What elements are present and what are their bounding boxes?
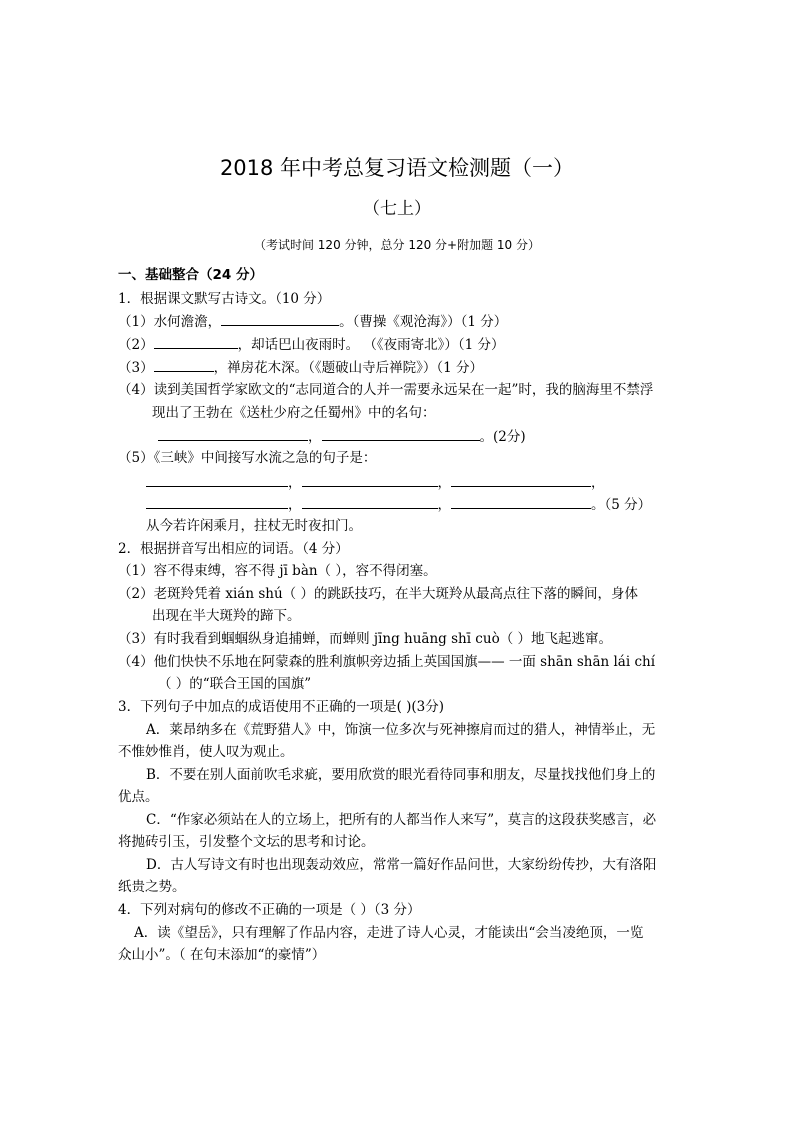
q3-option-a-line-1: A．莱昂纳多在《荒野猎人》中，饰演一位多次与死神擦肩而过的猎人，神情举止，无 bbox=[146, 722, 656, 738]
q3-option-b-line-2: 优点。 bbox=[118, 789, 159, 805]
q1-item-2-blank[interactable] bbox=[154, 334, 238, 349]
q1-item-4-end: 。(2分) bbox=[479, 429, 526, 445]
q2-stem: 2．根据拼音写出相应的词语。（4 分） bbox=[118, 541, 349, 557]
q1-item-3-text-b: ，禅房花木深。（《题破山寺后禅院》）（1 分） bbox=[213, 360, 483, 376]
q1-item-5-comma-2: ， bbox=[437, 475, 451, 491]
q2-item-4-line-1: （4）他们快快不乐地在阿蒙森的胜利旗帜旁边插上英国国旗—— 一面 shān shān lái chí bbox=[118, 654, 656, 670]
q3-option-a-line-2: 不惟妙惟肖，使人叹为观止。 bbox=[118, 744, 294, 760]
q1-item-5-blank-5[interactable] bbox=[302, 494, 438, 509]
q1-item-3 bbox=[118, 357, 483, 378]
q3-option-c-line-1: C．“作家必须站在人的立场上，把所有的人都当作人来写”，莫言的这段获奖感言，必 bbox=[146, 812, 657, 828]
q1-item-3-text-a: （3） bbox=[118, 360, 154, 376]
q1-item-2 bbox=[118, 334, 505, 355]
q3-option-b-line-1: B．不要在别人面前吹毛求疵，要用欣赏的眼光看待同事和朋友，尽量找找他们身上的 bbox=[146, 767, 656, 783]
q1-item-5-blank-2[interactable] bbox=[302, 472, 438, 487]
q1-item-2-text-b: ，却话巴山夜雨时。 （《夜雨寄北》）（1 分） bbox=[237, 337, 505, 353]
q1-item-5-blank-4[interactable] bbox=[146, 494, 288, 509]
q1-item-5-blank-1[interactable] bbox=[146, 472, 288, 487]
q2-item-3: （3）有时我看到蝈蝈纵身追捕蝉，而蝉则 jīng huāng shī cuò（ ）地飞起逃窜。 bbox=[118, 631, 612, 647]
q3-option-d-line-2: 纸贵之势。 bbox=[118, 879, 186, 895]
q1-item-5-blank-6[interactable] bbox=[451, 494, 591, 509]
q4-option-a-line-2: 众山小”。（ 在句末添加“的豪情”） bbox=[118, 947, 326, 963]
q1-item-4-line-1: （4）读到美国哲学家欧文的“志同道合的人并一需要永远呆在一起”时，我的脑海里不禁浮 bbox=[118, 382, 654, 398]
q1-item-1-blank[interactable] bbox=[221, 311, 339, 326]
q2-item-1: （1）容不得束缚，容不得 jī bàn（ ），容不得闭塞。 bbox=[118, 563, 437, 579]
q1-item-1-text-b: 。（曹操《观沧海》）（1 分） bbox=[339, 314, 508, 330]
q1-item-5-comma-1: ， bbox=[288, 475, 302, 491]
q1-item-1-text-a: （1）水何澹澹， bbox=[118, 314, 222, 330]
q4-option-a-line-1: A．读《望岳》，只有理解了作品内容，走进了诗人心灵，才能读出“会当凌绝顶，一览 bbox=[134, 925, 644, 941]
exam-note: （考试时间 120 分钟，总分 120 分+附加题 10 分） bbox=[253, 238, 541, 252]
q1-item-5-line-3 bbox=[146, 494, 651, 515]
page-subtitle: （七上） bbox=[363, 199, 431, 219]
q1-item-4-line-3 bbox=[158, 426, 526, 447]
q1-item-5-comma-4: ， bbox=[288, 497, 302, 513]
q1-item-5-comma-5: ， bbox=[437, 497, 451, 513]
q1-item-4-comma: ， bbox=[308, 429, 322, 445]
q1-item-4-line-2: 现出了王勃在《送杜少府之任蜀州》中的名句： bbox=[152, 405, 436, 421]
q1-item-3-blank[interactable] bbox=[154, 357, 214, 372]
section-heading: 一、基础整合（24 分） bbox=[118, 267, 263, 283]
q1-item-4-blank-1[interactable] bbox=[158, 426, 308, 441]
q1-item-5-line-4: 从今若许闲乘月，拄杖无时夜扣门。 bbox=[146, 518, 362, 534]
q4-stem: 4．下列对病句的修改不正确的一项是（ ）（3 分） bbox=[118, 902, 421, 918]
q1-item-5-blank-3[interactable] bbox=[451, 472, 591, 487]
q1-item-5-line-2 bbox=[146, 472, 605, 493]
q2-item-2-line-1: （2）老斑羚凭着 xián shú（ ）的跳跃技巧，在半大斑羚从最高点往下落的瞬间，身体 bbox=[118, 586, 638, 602]
q1-item-4-blank-2[interactable] bbox=[322, 426, 480, 441]
q3-option-c-line-2: 将抛砖引玉，引发整个文坛的思考和讨论。 bbox=[118, 834, 375, 850]
q1-item-1 bbox=[118, 311, 507, 332]
q3-option-d-line-1: D．古人写诗文有时也出现轰动效应，常常一篇好作品问世，大家纷纷传抄，大有洛阳 bbox=[146, 857, 657, 873]
q1-item-2-text-a: （2） bbox=[118, 337, 154, 353]
q1-item-5-end: 。（5 分） bbox=[591, 497, 652, 513]
q3-stem: 3．下列句子中加点的成语使用不正确的一项是( )(3分) bbox=[118, 699, 445, 715]
q1-item-5-line-1: （5）《三峡》中间接写水流之急的句子是： bbox=[118, 450, 377, 466]
q1-stem: 1．根据课文默写古诗文。（10 分） bbox=[118, 291, 331, 307]
q2-item-4-line-2: （ ）的“联合王国的国旗” bbox=[158, 676, 312, 692]
page-title: 2018 年中考总复习语文检测题（一） bbox=[219, 156, 575, 180]
q1-item-5-comma-3: ， bbox=[591, 475, 605, 491]
q2-item-2-line-2: 出现在半大斑羚的蹄下。 bbox=[152, 608, 301, 624]
